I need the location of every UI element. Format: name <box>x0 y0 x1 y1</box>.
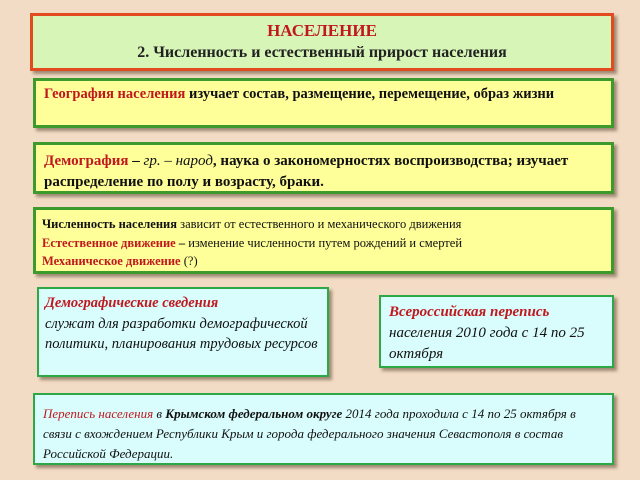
population-size-term: Численность населения <box>42 217 177 231</box>
page-subtitle: 2. Численность и естественный прирост населения <box>137 44 507 61</box>
natural-movement-text: изменение численности путем рождений и смертей <box>188 235 463 250</box>
demographic-info-box <box>37 287 329 377</box>
demographic-info-term: Демографические сведения <box>45 295 219 311</box>
crimea-census-box <box>33 393 614 465</box>
demography-dash: – <box>128 153 144 169</box>
population-line-2 <box>42 234 605 253</box>
crimea-census-term: Перепись населения <box>43 406 154 421</box>
demography-definition-box <box>33 142 614 194</box>
mechanical-movement-term: Механическое движение <box>42 254 181 268</box>
natural-movement-dash: – <box>175 235 189 250</box>
demographic-info-text: служат для разработки демографической политики, планирования трудовых ресурсов <box>45 315 318 352</box>
mechanical-movement-text: (?) <box>180 254 198 268</box>
census-box <box>379 295 614 368</box>
geography-term: География населения <box>44 86 186 102</box>
geography-text: изучает состав, размещение, перемещение, образ жизни <box>185 86 555 102</box>
census-text: населения 2010 года с 14 по 25 октября <box>389 325 585 362</box>
demography-comma: , <box>212 153 217 169</box>
demography-term: Демография <box>44 153 129 169</box>
population-size-text: зависит от естественного и механического движения <box>177 217 462 231</box>
crimea-region: Крымском федеральном округе <box>165 406 343 421</box>
population-line-3 <box>42 252 605 271</box>
population-line-1 <box>42 215 605 234</box>
census-term: Всероссийская перепись <box>389 304 550 320</box>
title-box <box>30 13 614 71</box>
geography-definition-box <box>33 78 614 128</box>
population-movement-box <box>33 207 614 274</box>
natural-movement-term: Естественное движение <box>42 235 176 250</box>
crimea-census-text: 2014 года проходила с 14 по 25 октября в связи с вхождением Республики Крым и города федерального значения Севастополя в состав Российской Федерации. <box>43 406 576 461</box>
page-title: НАСЕЛЕНИЕ <box>267 21 377 40</box>
demography-etymology: гр. – народ <box>143 153 213 169</box>
demography-text: наука о закономерностях воспроизводства; изучает распределение по полу и возрасту, браки. <box>44 153 569 190</box>
crimea-census-pre: в <box>153 406 166 421</box>
